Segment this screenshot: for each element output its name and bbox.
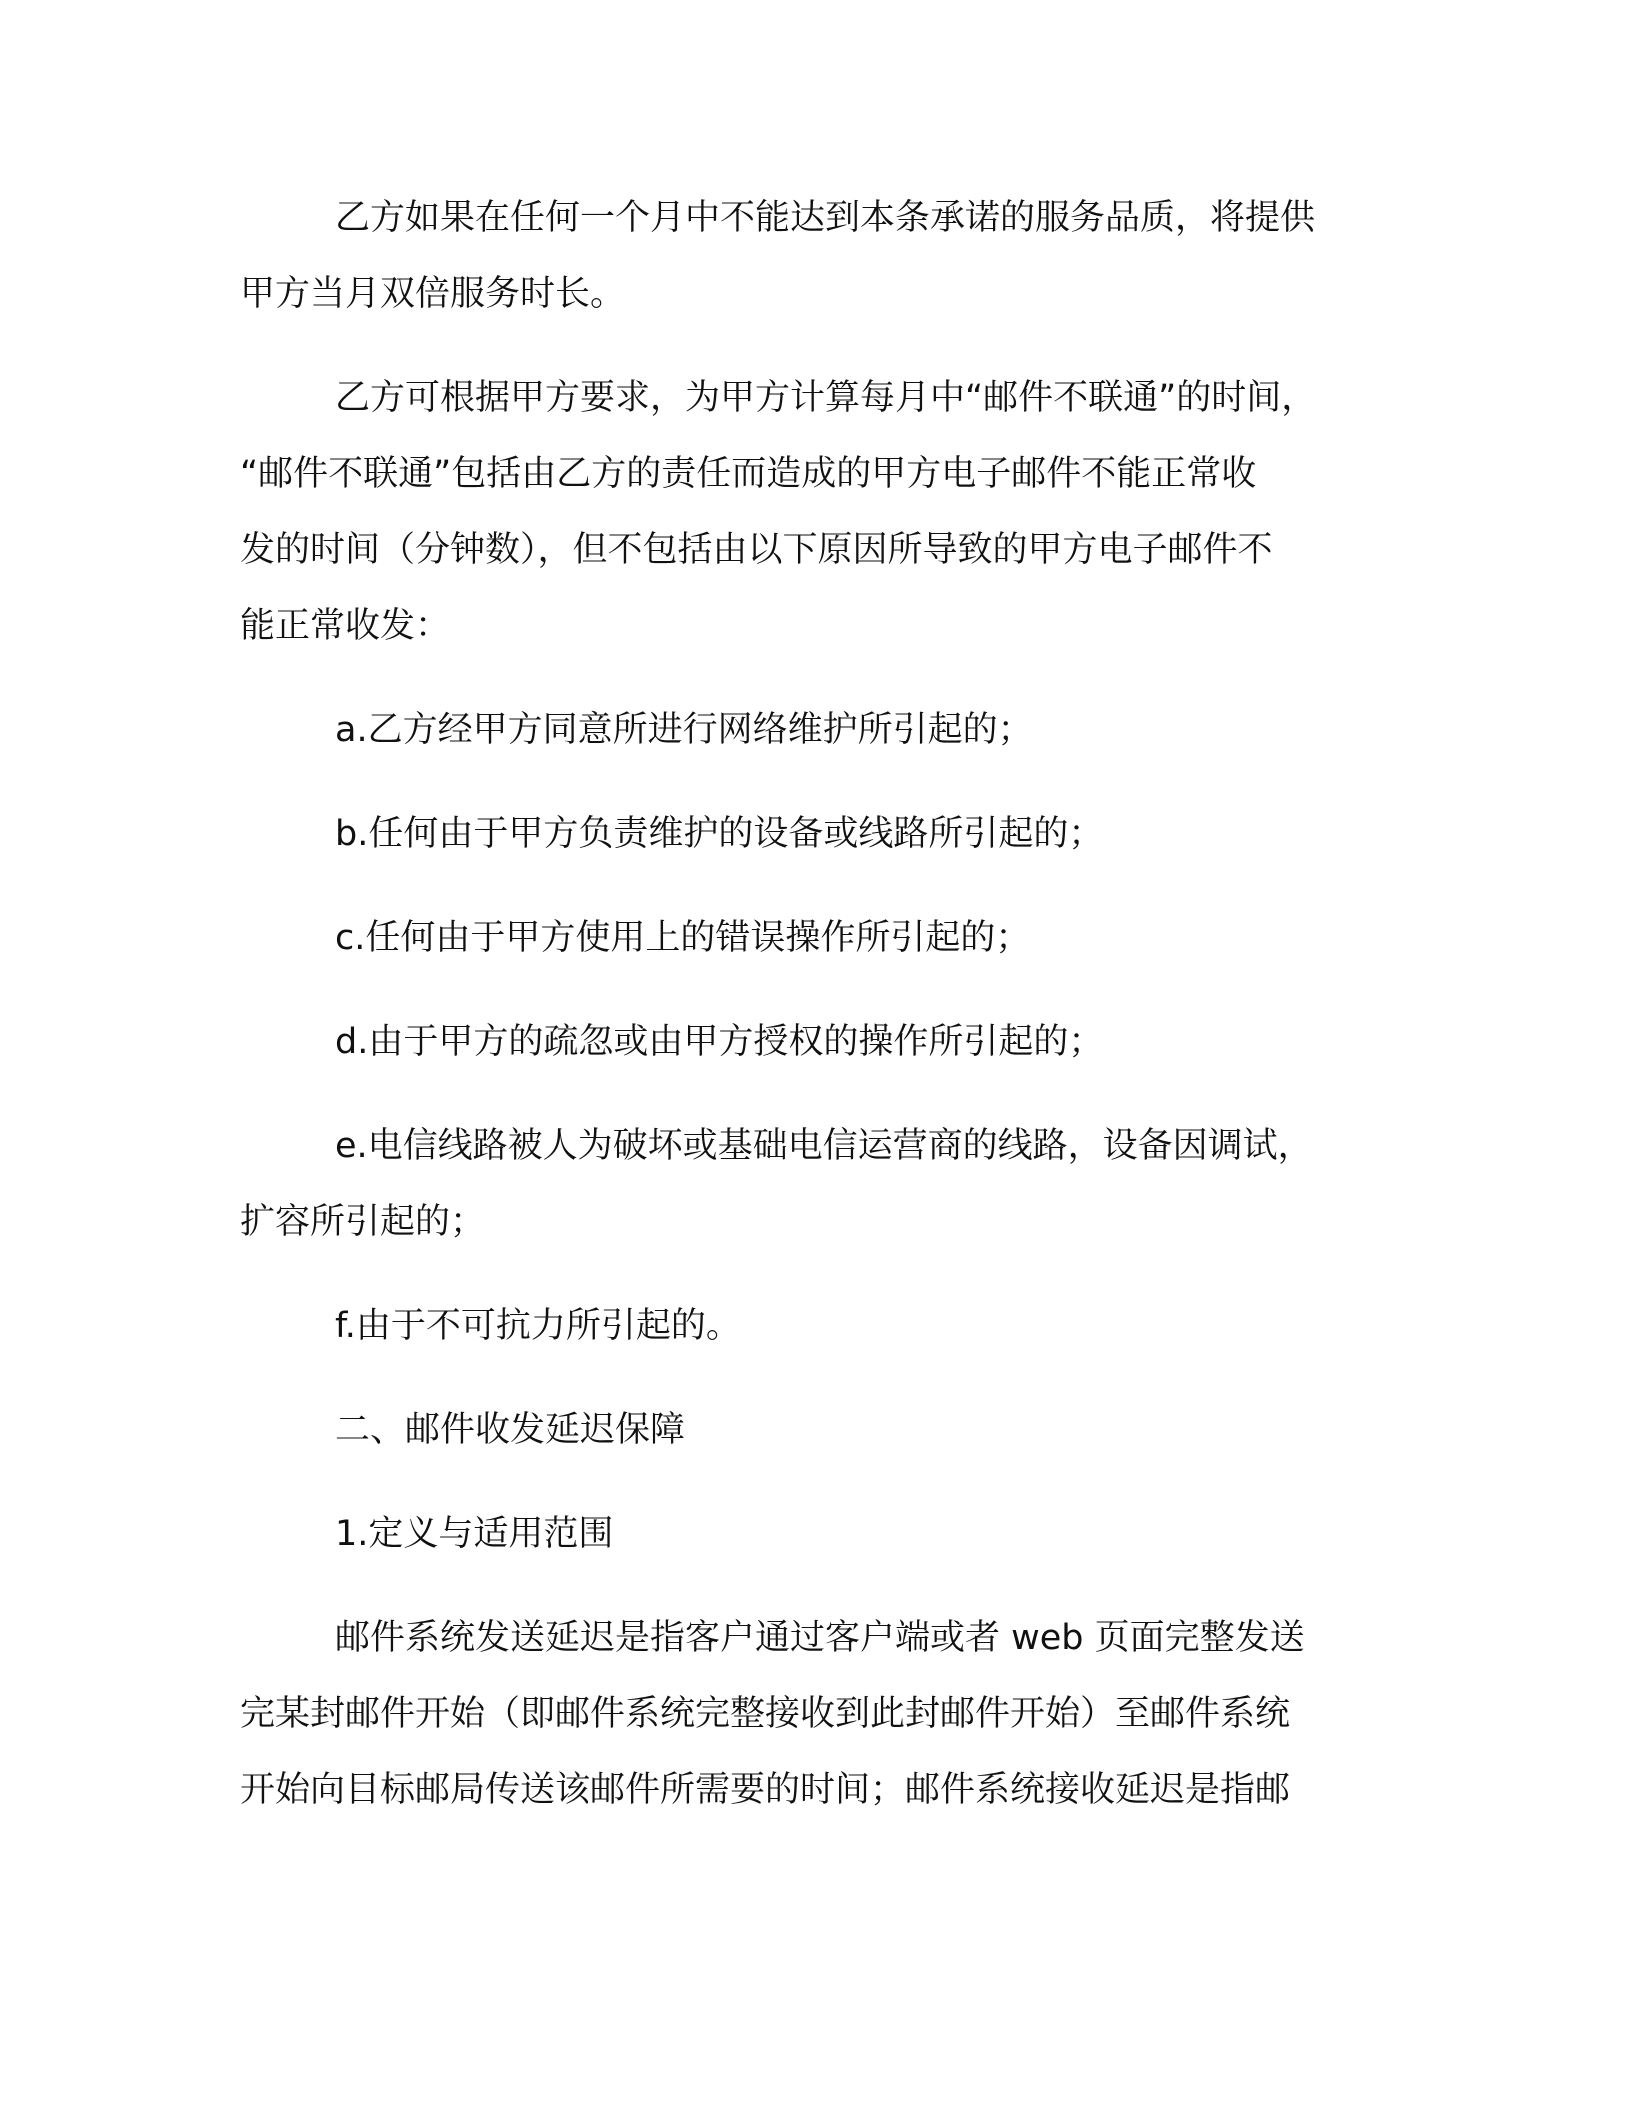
definition-line-3: 开始向目标邮局传送该邮件所需要的时间；邮件系统接收延迟是指邮 xyxy=(240,1770,1291,1810)
list-item-c: c.任何由于甲方使用上的错误操作所引起的； xyxy=(335,918,1031,958)
subsection-heading: 1.定义与适用范围 xyxy=(335,1514,614,1554)
definition-line-1: 邮件系统发送延迟是指客户通过客户端或者 web 页面完整发送 xyxy=(335,1618,1305,1658)
list-item-d: d.由于甲方的疏忽或由甲方授权的操作所引起的； xyxy=(335,1022,1104,1062)
list-item-e-line-2: 扩容所引起的； xyxy=(240,1202,486,1242)
list-item-f: f.由于不可抗力所引起的。 xyxy=(335,1306,741,1346)
list-item-b: b.任何由于甲方负责维护的设备或线路所引起的； xyxy=(335,814,1104,854)
paragraph-2-line-2: “邮件不联通”包括由乙方的责任而造成的甲方电子邮件不能正常收 xyxy=(240,454,1257,494)
paragraph-1-line-2: 甲方当月双倍服务时长。 xyxy=(240,274,626,314)
section-heading: 二、邮件收发延迟保障 xyxy=(335,1410,686,1450)
list-item-a: a.乙方经甲方同意所进行网络维护所引起的； xyxy=(335,710,1033,750)
paragraph-2-line-4: 能正常收发： xyxy=(240,606,451,646)
paragraph-2-line-3: 发的时间（分钟数），但不包括由以下原因所导致的甲方电子邮件不 xyxy=(240,530,1273,570)
definition-line-2: 完某封邮件开始（即邮件系统完整接收到此封邮件开始）至邮件系统 xyxy=(240,1694,1291,1734)
paragraph-2-line-1: 乙方可根据甲方要求，为甲方计算每月中“邮件不联通”的时间， xyxy=(335,378,1317,418)
paragraph-1-line-1: 乙方如果在任何一个月中不能达到本条承诺的服务品质，将提供 xyxy=(335,198,1316,238)
list-item-e-line-1: e.电信线路被人为破坏或基础电信运营商的线路，设备因调试， xyxy=(335,1126,1313,1166)
